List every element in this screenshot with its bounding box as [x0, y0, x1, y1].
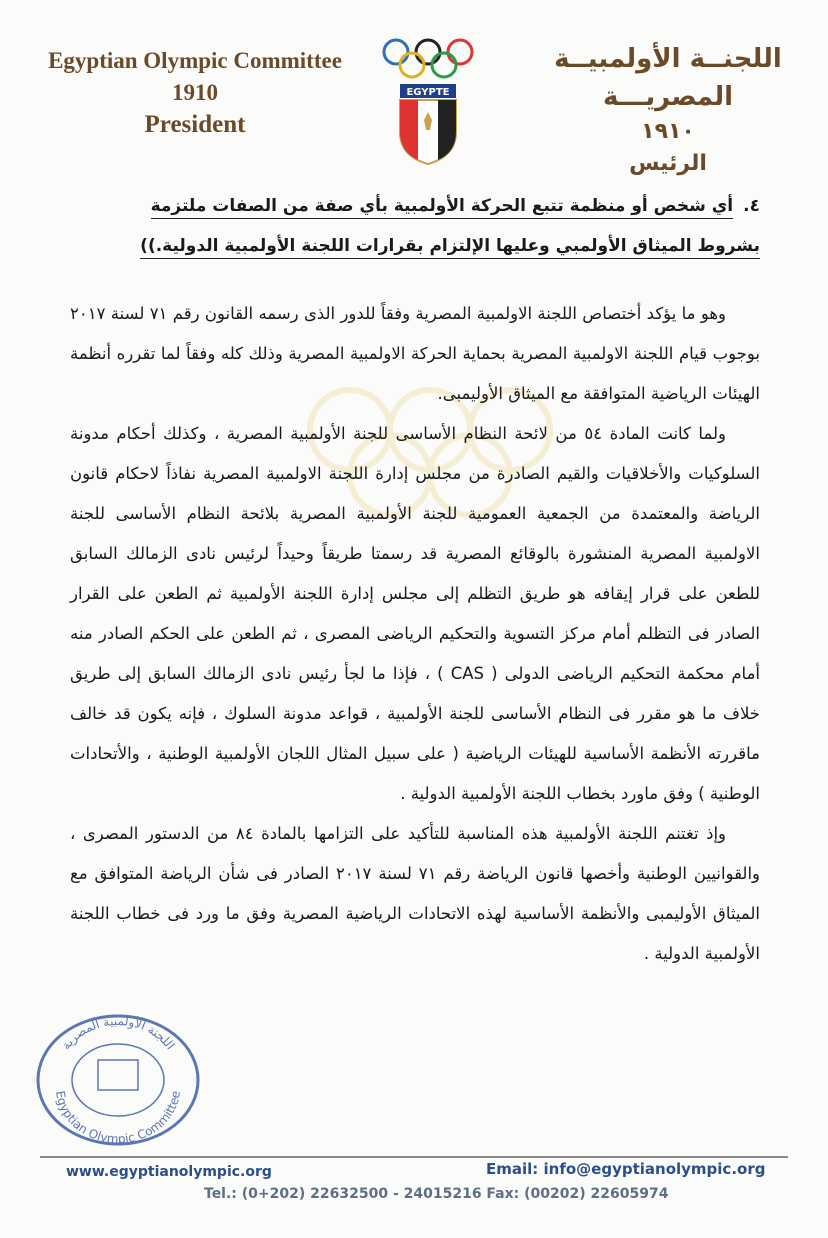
svg-text:Egyptian Olympic Committee: [53, 1090, 183, 1146]
official-stamp: [28, 1010, 208, 1150]
quoted-clause-line1: ٤.أي شخص أو منظمة تتبع الحركة الأولمبية بأي صفة من الصفات ملتزمة: [70, 186, 760, 226]
letter-body: [70, 186, 760, 974]
svg-text:اللجنة الأولمبية المصرية: [59, 1014, 178, 1052]
title-president-ar: الرئيس: [629, 151, 707, 176]
footer-tel-fax: Tel.: (0+202) 22632500 - 24015216 Fax: (00202) 22605974: [204, 1186, 669, 1202]
quoted-clause: [70, 186, 760, 266]
founded-year-en: 1910: [172, 80, 218, 105]
header-arabic: [548, 40, 788, 180]
footer-divider: [40, 1156, 788, 1158]
paragraph-3: وإذ تغتنم اللجنة الأولمبية هذه المناسبة للتأكيد على التزامها بالمادة ٨٤ من الدستور المصرى ، والقوانيين الوطنية وأخصها قانون الرياضة رقم ٧١ لسنة ٢٠١٧ الصادر فى شأن الرياضة المتوافق مع الميثاق الأوليمبى والأنظمة الأساسية لهذه الاتحادات الرياضية المصرية وفق ما ورد فى خطاب اللجنة الأولمبية الدولية .: [70, 824, 761, 963]
title-president-en: President: [144, 111, 246, 138]
header-english: [40, 44, 350, 142]
paragraph-2: ولما كانت المادة ٥٤ من لائحة النظام الأساسى للجنة الأولمبية المصرية ، وكذلك أحكام مدونة السلوكيات والأخلاقيات والقيم الصادرة من مجلس إدارة اللجنة الاولمبية المصرية نفاذاً لاحكام قانون الرياضة والمعتمدة من الجمعية العمومية للجنة الأولمبية المصرية بلائحة النظام الأساسى للجنة الاولمبية المصرية المنشورة بالوقائع المصرية قد رسمتا طريقاً وحيداً لرئيس نادى الزمالك السابق للطعن على قرار إيقافه هو طريق التظلم إلى مجلس إدارة اللجنة الأولمبية ثم الطعن على القرار الصادر فى التظلم أمام مركز التسوية والتحكيم الرياضى المصرى ، ثم الطعن على الحكم الصادر منه أمام محكمة التحكيم الرياضى الدولى ( CAS ) ، فإذا ما لجأ رئيس نادى الزمالك السابق إلى طريق خلاف ما هو مقرر فى النظام الأساسى للجنة الأولمبية ، قواعد مدونة السلوك ، فإنه يكون قد خالف ماقررته الأنظمة الأساسية للهيئات الرياضية ( على سبيل المثال اللجان الأولمبية الوطنية ، والأتحادات الوطنية ) وفق ماورد بخطاب اللجنة الأولمبية الدولية .: [70, 424, 760, 803]
olympic-committee-logo: [378, 36, 478, 168]
logo-label: EGYPTE: [406, 87, 450, 98]
stamp-text-en: Egyptian Olympic Committee: [53, 1089, 183, 1147]
quoted-clause-line2: بشروط الميثاق الأولمبي وعليها الإلتزام بقرارات اللجنة الأولمبية الدولية.)): [70, 226, 760, 266]
stamp-text-ar: اللجنة الأولمبية المصرية: [58, 1013, 178, 1053]
paragraph-1: وهو ما يؤكد أختصاص اللجنة الاولمبية المصرية وفقاً للدور الذى رسمه القانون رقم ٧١ لسنة ٢٠١٧ بوجوب قيام اللجنة الاولمبية المصرية بحماية الحركة الاولمبية المصرية وذلك كله وفقاً لما تقرره أنظمة الهيئات الرياضية المتوافقة مع الميثاق الأوليمبى.: [70, 304, 760, 403]
clause-number: ٤.: [743, 196, 760, 216]
founded-year-ar: ١٩١٠: [641, 119, 695, 144]
footer-website-link[interactable]: www.egyptianolympic.org: [66, 1164, 272, 1180]
footer-email-link[interactable]: Email: info@egyptianolympic.org: [486, 1160, 766, 1178]
org-name-ar: اللجنــة الأولمبيــة المصريـــة: [554, 44, 782, 112]
org-name-en: Egyptian Olympic Committee: [48, 48, 342, 73]
